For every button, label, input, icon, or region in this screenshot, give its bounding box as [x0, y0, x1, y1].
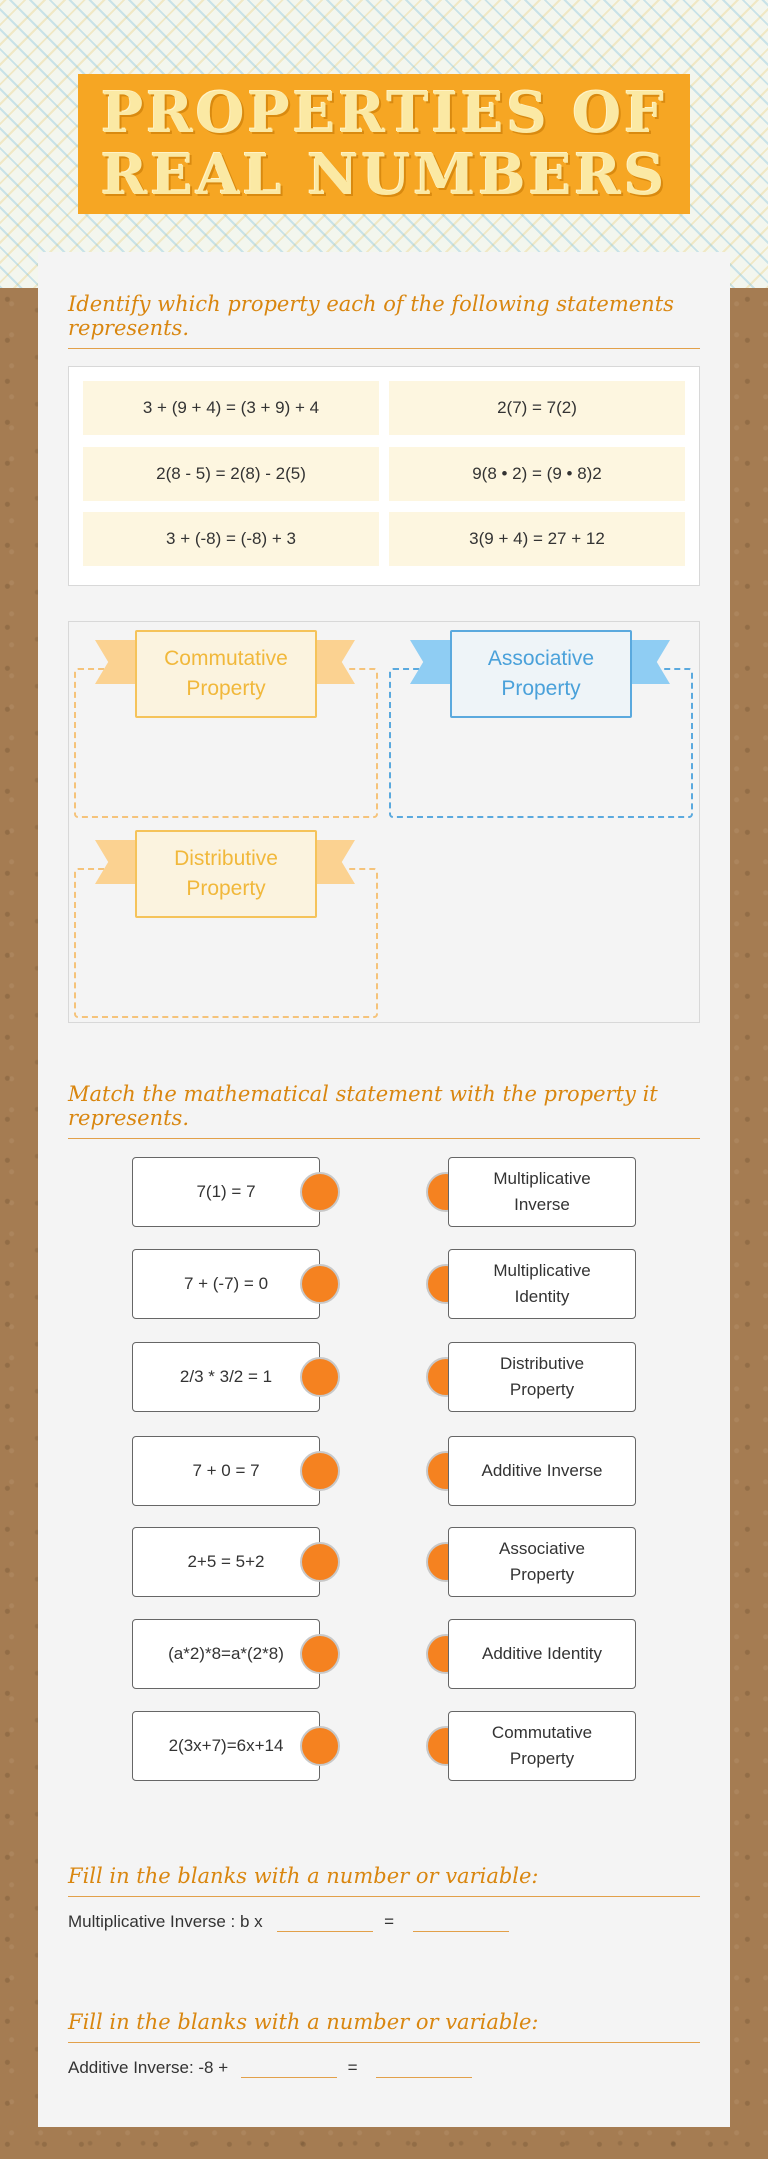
- category-label-line: Property: [501, 677, 581, 700]
- match-property-label: [500, 1351, 584, 1403]
- category-label-line: Distributive: [174, 847, 278, 870]
- match-property[interactable]: [448, 1436, 636, 1506]
- match-property-label: [492, 1720, 592, 1772]
- statement-card[interactable]: 3 + (-8) = (-8) + 3: [83, 512, 379, 566]
- match-property[interactable]: [448, 1527, 636, 1597]
- ribbon-tail-right: [626, 640, 670, 684]
- equals-sign: =: [384, 1912, 395, 1931]
- match-connector-dot[interactable]: [300, 1542, 340, 1582]
- match-property[interactable]: [448, 1619, 636, 1689]
- statement-card[interactable]: 3(9 + 4) = 27 + 12: [389, 512, 685, 566]
- section-title-match: Match the mathematical statement with the property it represents.: [68, 1082, 700, 1139]
- match-property-line: Property: [509, 1749, 575, 1768]
- equals-sign: =: [347, 2058, 358, 2077]
- match-property-line: Additive Identity: [481, 1644, 602, 1663]
- statement-card[interactable]: 9(8 • 2) = (9 • 8)2: [389, 447, 685, 501]
- match-property-label: [482, 1641, 602, 1667]
- statement-card[interactable]: 2(7) = 7(2): [389, 381, 685, 435]
- blank-input[interactable]: [413, 1913, 509, 1932]
- statement-card[interactable]: 2(8 - 5) = 2(8) - 2(5): [83, 447, 379, 501]
- match-property[interactable]: [448, 1249, 636, 1319]
- match-connector-dot[interactable]: [300, 1357, 340, 1397]
- match-property-line: Associative: [499, 1539, 585, 1558]
- title-box: [78, 74, 690, 214]
- match-property-line: Multiplicative: [493, 1261, 591, 1280]
- match-property-line: Additive Inverse: [481, 1461, 603, 1480]
- match-property-line: Multiplicative: [493, 1169, 591, 1188]
- match-connector-dot[interactable]: [300, 1172, 340, 1212]
- match-connector-dot[interactable]: [300, 1634, 340, 1674]
- match-connector-dot[interactable]: [300, 1451, 340, 1491]
- match-connector-dot[interactable]: [300, 1264, 340, 1304]
- match-property-label: [499, 1536, 585, 1588]
- section-title-fill-2: Fill in the blanks with a number or variable:: [68, 2010, 700, 2043]
- match-property[interactable]: [448, 1157, 636, 1227]
- match-property-line: Property: [509, 1380, 575, 1399]
- match-property[interactable]: [448, 1342, 636, 1412]
- match-property-line: Commutative: [491, 1723, 593, 1742]
- match-property-line: Identity: [514, 1287, 570, 1306]
- statement-bank: [68, 366, 700, 586]
- category-label-line: Property: [186, 677, 266, 700]
- fill-prompt: Additive Inverse: -8 +: [68, 2058, 229, 2077]
- page-title-line-2: REAL NUMBERS: [100, 142, 668, 208]
- blank-input[interactable]: [277, 1913, 373, 1932]
- page-title-line-1: PROPERTIES OF: [101, 80, 667, 146]
- match-property[interactable]: [448, 1711, 636, 1781]
- match-statement[interactable]: 2(3x+7)=6x+14: [132, 1711, 320, 1781]
- ribbon-tail-right: [311, 640, 355, 684]
- match-property-line: Distributive: [499, 1354, 585, 1373]
- match-connector-dot[interactable]: [300, 1726, 340, 1766]
- category-label-distributive: [135, 830, 317, 918]
- match-statement[interactable]: 7(1) = 7: [132, 1157, 320, 1227]
- ribbon-tail-right: [311, 840, 355, 884]
- match-property-line: Inverse: [514, 1195, 570, 1214]
- blank-input[interactable]: [241, 2059, 337, 2078]
- fill-prompt: Multiplicative Inverse : b x: [68, 1912, 263, 1931]
- ribbon-tail-left: [95, 640, 139, 684]
- category-label-commutative: [135, 630, 317, 718]
- category-label-associative: [450, 630, 632, 718]
- blank-input[interactable]: [376, 2059, 472, 2078]
- statement-card[interactable]: 3 + (9 + 4) = (3 + 9) + 4: [83, 381, 379, 435]
- match-property-label: [482, 1458, 603, 1484]
- match-statement[interactable]: 7 + (-7) = 0: [132, 1249, 320, 1319]
- match-statement[interactable]: 2+5 = 5+2: [132, 1527, 320, 1597]
- category-label-line: Property: [186, 877, 266, 900]
- ribbon-tail-left: [95, 840, 139, 884]
- category-label-line: Commutative: [164, 647, 288, 670]
- category-label-line: Associative: [487, 647, 595, 670]
- ribbon-tail-left: [410, 640, 454, 684]
- worksheet-panel: [38, 252, 730, 2127]
- match-property-label: [493, 1166, 590, 1218]
- match-statement[interactable]: (a*2)*8=a*(2*8): [132, 1619, 320, 1689]
- section-title-fill-1: Fill in the blanks with a number or variable:: [68, 1864, 700, 1897]
- match-statement[interactable]: 2/3 * 3/2 = 1: [132, 1342, 320, 1412]
- match-statement[interactable]: 7 + 0 = 7: [132, 1436, 320, 1506]
- fill-in-row-multiplicative: [68, 1912, 515, 1932]
- fill-in-row-additive: [68, 2058, 478, 2078]
- match-property-label: [493, 1258, 590, 1310]
- header-banner: [0, 0, 768, 288]
- category-sort-area: [68, 621, 700, 1023]
- section-title-identify: Identify which property each of the following statements represents.: [68, 292, 700, 349]
- match-property-line: Property: [509, 1565, 575, 1584]
